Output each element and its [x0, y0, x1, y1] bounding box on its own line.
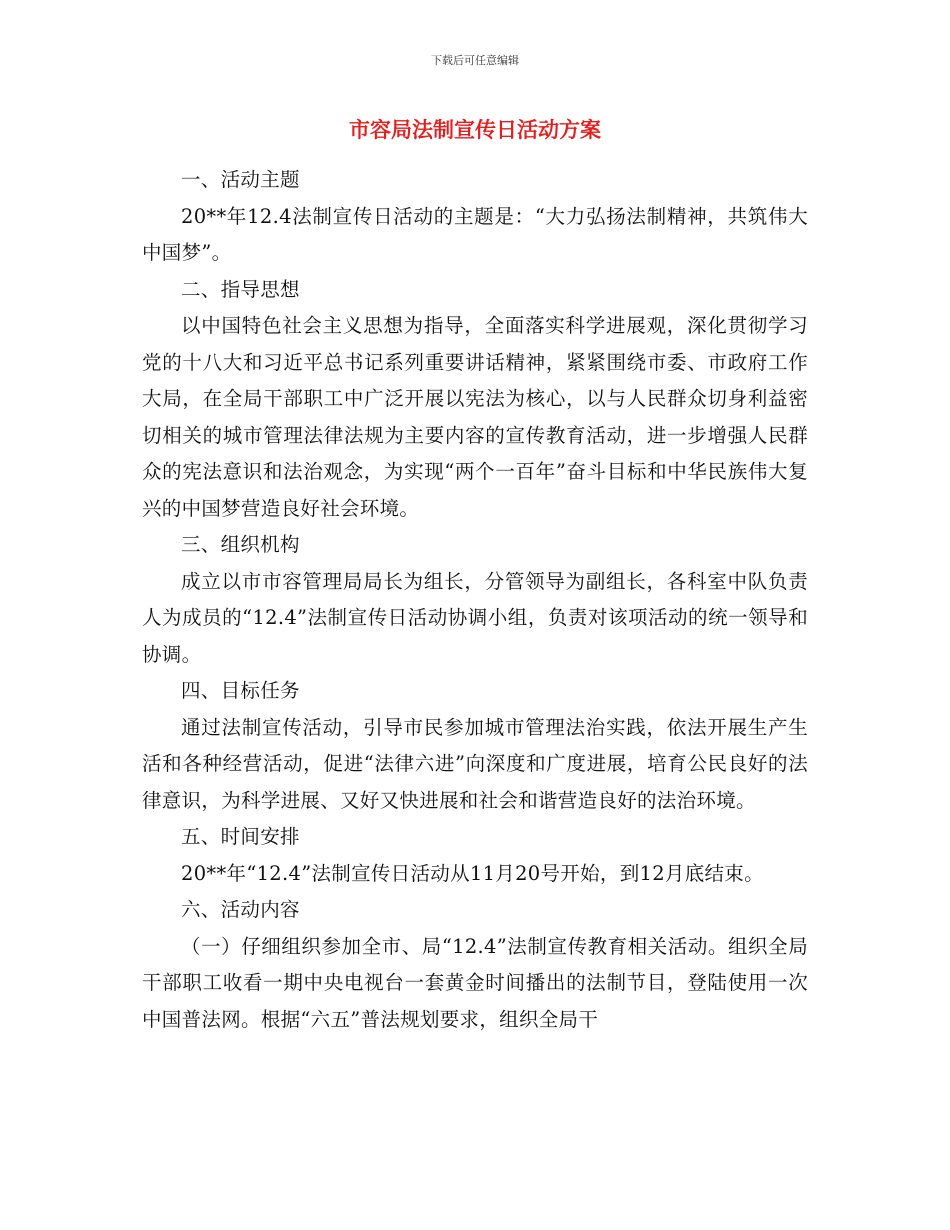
- section-heading-theme: 一、活动主题: [181, 168, 300, 191]
- paragraph-theme: 20**年12.4法制宣传日活动的主题是：“大力弘扬法制精神，共筑伟大中国梦”。: [142, 204, 808, 264]
- paragraph-schedule: 20**年“12.4”法制宣传日活动从11月20号开始，到12月底结束。: [181, 861, 764, 885]
- paragraph-guiding-ideology: 以中国特色社会主义思想为指导，全面落实科学进展观，深化贯彻学习党的十八大和习近平总书记系列重要讲话精神，紧紧围绕市委、市政府工作大局，在全局干部职工中广泛开展以宪法为核心，以与人民群众切身利益密切相关的城市管理法律法规为主要内容的宣传教育活动，进一步增强人民群众的宪法意识和法治观念，为实现“两个一百年”奋斗目标和中华民族伟大复兴的中国梦营造良好社会环境。: [142, 314, 808, 520]
- section-heading-organization: 三、组织机构: [181, 533, 300, 556]
- section-heading-goals: 四、目标任务: [181, 679, 300, 702]
- section-heading-activities: 六、活动内容: [181, 898, 300, 921]
- paragraph-activities: （一）仔细组织参加全市、局“12.4”法制宣传教育相关活动。组织全局干部职工收看一期中央电视台一套黄金时间播出的法制节目，登陆使用一次中国普法网。根据“六五”普法规划要求，组织全局干: [142, 934, 808, 1031]
- section-heading-schedule: 五、时间安排: [181, 825, 300, 848]
- document-body: [142, 162, 808, 1038]
- section-heading-guiding-ideology: 二、指导思想: [181, 277, 300, 301]
- page-header: 下载后可任意编辑: [431, 54, 519, 67]
- paragraph-goals: 通过法制宣传活动，引导市民参加城市管理法治实践，依法开展生产生活和各种经营活动，促进“法律六进”向深度和广度进展，培育公民良好的法律意识，为科学进展、又好又快进展和社会和谐营造良好的法治环境。: [142, 715, 808, 812]
- paragraph-organization: 成立以市市容管理局局长为组长，分管领导为副组长，各科室中队负责人为成员的“12.4”法制宣传日活动协调小组，负责对该项活动的统一领导和协调。: [142, 569, 808, 666]
- document-title: 市容局法制宣传日活动方案: [349, 118, 601, 142]
